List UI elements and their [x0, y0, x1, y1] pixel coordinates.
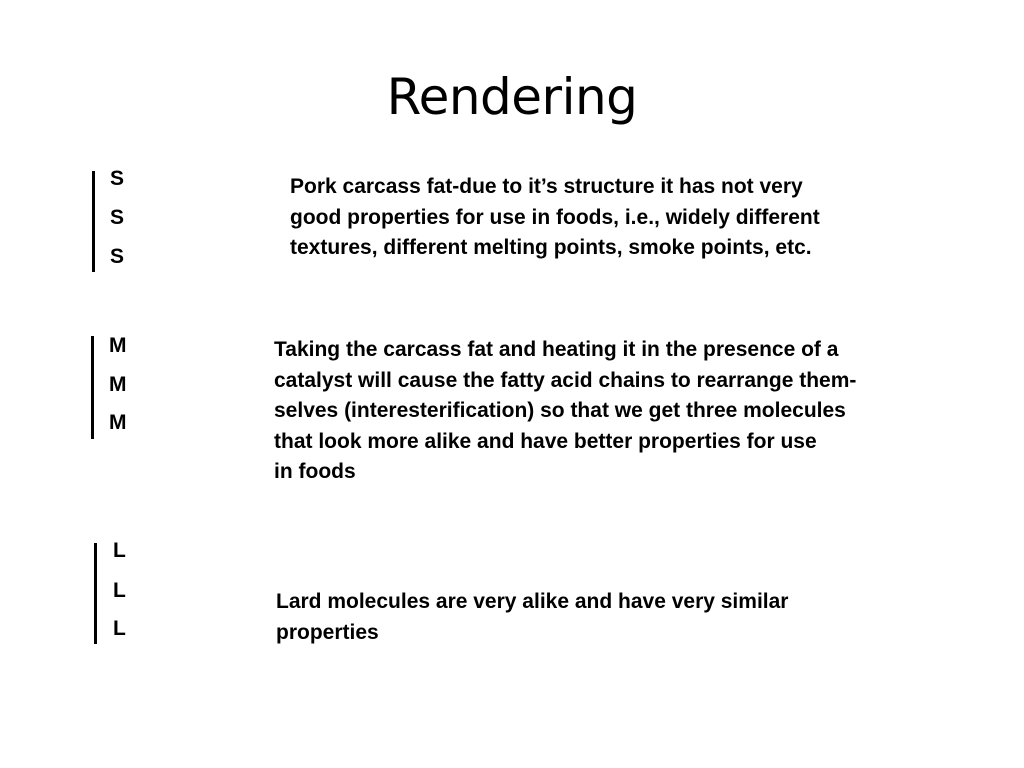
- pork-fat-description: [290, 172, 820, 264]
- text-line: Taking the carcass fat and heating it in the presence of a: [274, 338, 839, 361]
- interesterification-description: [274, 335, 856, 488]
- text-line: Lard molecules are very alike and have very similar: [276, 590, 789, 613]
- slide-title: Rendering: [386, 68, 638, 126]
- text-line: that look more alike and have better properties for use: [274, 429, 817, 453]
- text-line: textures, different melting points, smoke points, etc.: [290, 236, 812, 259]
- text-line: catalyst will cause the fatty acid chains to rearrange them-: [274, 368, 857, 392]
- backbone-bar-m: [91, 336, 94, 439]
- backbone-bar-l: [94, 543, 97, 644]
- text-line: selves (interesterification) so that we get three molecules: [274, 399, 846, 422]
- fatty-acid-letter-m-2: M: [109, 373, 127, 396]
- fatty-acid-letter-m-1: M: [109, 334, 127, 357]
- text-line: in foods: [274, 460, 356, 483]
- fatty-acid-letter-s-3: S: [110, 245, 125, 268]
- fatty-acid-letter-s-1: S: [110, 167, 125, 190]
- backbone-bar-s: [92, 171, 95, 272]
- text-line: good properties for use in foods, i.e., widely different: [290, 205, 820, 229]
- fatty-acid-letter-l-3: L: [113, 617, 126, 640]
- fatty-acid-letter-l-2: L: [113, 579, 126, 602]
- text-line: Pork carcass fat-due to it’s structure it has not very: [290, 175, 803, 198]
- lard-description: [276, 587, 788, 648]
- fatty-acid-letter-m-3: M: [109, 411, 127, 434]
- fatty-acid-letter-l-1: L: [113, 539, 126, 562]
- text-line: properties: [276, 620, 379, 644]
- fatty-acid-letter-s-2: S: [110, 206, 125, 229]
